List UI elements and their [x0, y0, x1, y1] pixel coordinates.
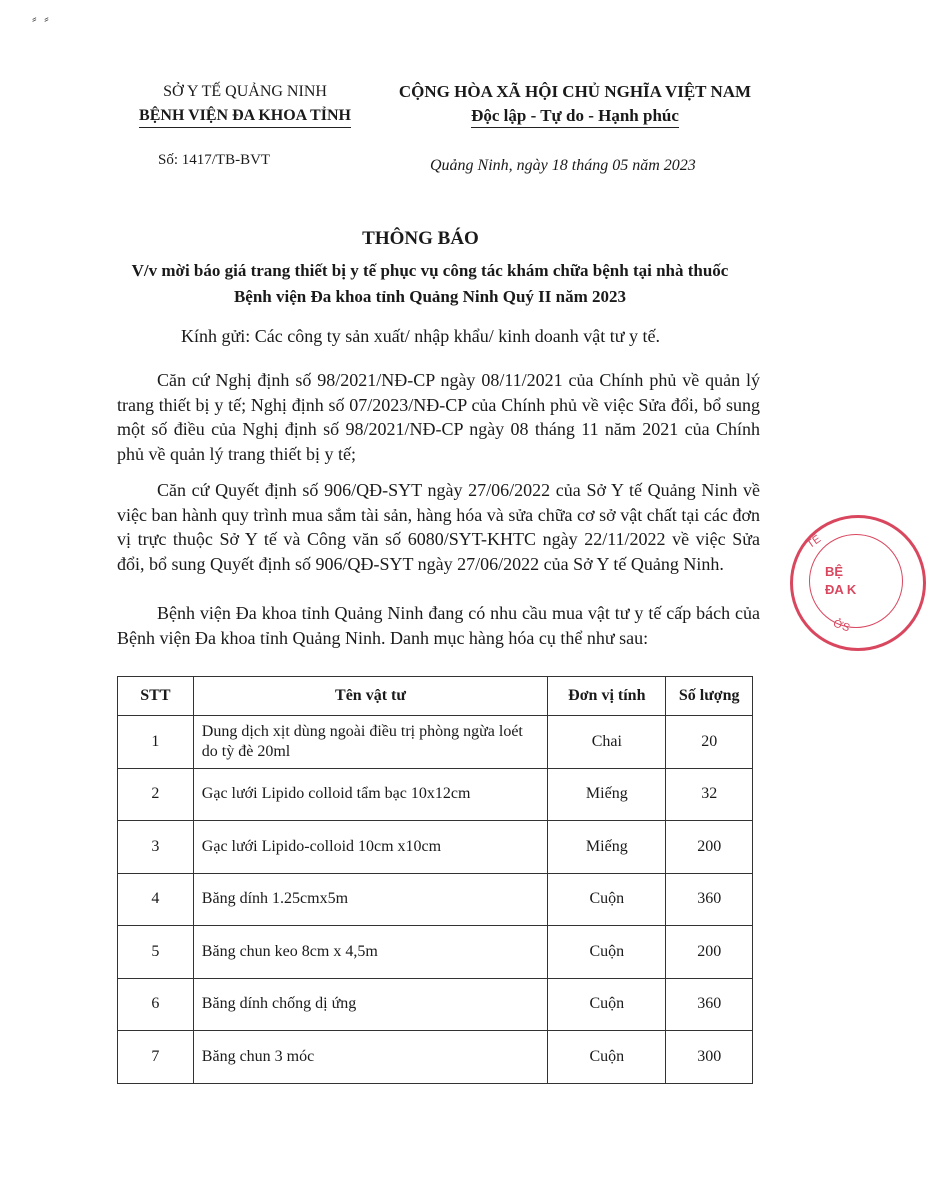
- table-row: [118, 716, 753, 769]
- stamp-text-bottom: ỞS: [831, 617, 852, 635]
- official-stamp: [790, 515, 926, 651]
- scan-mark: ⸗ ⸗: [32, 12, 51, 27]
- document-title: THÔNG BÁO: [362, 228, 479, 249]
- document-subject: V/v mời báo giá trang thiết bị y tế phục vụ công tác khám chữa bệnh tại nhà thuốc Bệnh viện Đa khoa tỉnh Quảng Ninh Quý II năm 2023: [131, 261, 729, 306]
- cell-stt: 1: [118, 716, 194, 769]
- cell-quantity: 200: [666, 821, 753, 874]
- paragraph-legal-basis-1: Căn cứ Nghị định số 98/2021/NĐ-CP ngày 08/11/2021 của Chính phủ về quản lý trang thiết bị y tế; Nghị định số 07/2023/NĐ-CP của Chính phủ về việc Sửa đổi, bổ sung một số điều của Nghị định số 98/2021/NĐ-CP ngày 08 tháng 11 năm 2021 của Chính phủ về quản lý trang thiết bị y tế;: [117, 370, 760, 464]
- national-header: [355, 80, 795, 128]
- paragraph-request: Bệnh viện Đa khoa tỉnh Quảng Ninh đang có nhu cầu mua vật tư y tế cấp bách của Bệnh viện Đa khoa tỉnh Quảng Ninh. Danh mục hàng hóa cụ thể như sau:: [117, 603, 760, 648]
- cell-item-name: Băng chun keo 8cm x 4,5m: [193, 926, 547, 979]
- cell-stt: 5: [118, 926, 194, 979]
- cell-unit: Cuộn: [548, 926, 666, 979]
- document-date: Quảng Ninh, ngày 18 tháng 05 năm 2023: [430, 157, 696, 174]
- national-motto: Độc lập - Tự do - Hạnh phúc: [471, 105, 679, 128]
- table-row: [118, 768, 753, 821]
- national-title: CỘNG HÒA XÃ HỘI CHỦ NGHĨA VIỆT NAM: [398, 82, 752, 101]
- stamp-text-line1: BỆ: [825, 564, 844, 579]
- issuer-header: [95, 80, 395, 128]
- cell-quantity: 360: [666, 873, 753, 926]
- cell-item-name: Dung dịch xịt dùng ngoài điều trị phòng ngừa loét do tỳ đè 20ml: [193, 716, 547, 769]
- cell-item-name: Gạc lưới Lipido-colloid 10cm x10cm: [193, 821, 547, 874]
- header-quantity: Số lượng: [666, 677, 753, 716]
- cell-stt: 3: [118, 821, 194, 874]
- cell-quantity: 20: [666, 716, 753, 769]
- cell-stt: 2: [118, 768, 194, 821]
- cell-stt: 4: [118, 873, 194, 926]
- recipient-line: Kính gửi: Các công ty sản xuất/ nhập khẩu/ kinh doanh vật tư y tế.: [181, 326, 660, 346]
- cell-item-name: Băng dính 1.25cmx5m: [193, 873, 547, 926]
- header-unit: Đơn vị tính: [548, 677, 666, 716]
- cell-unit: Chai: [548, 716, 666, 769]
- supplies-table: [117, 676, 753, 1084]
- cell-stt: 6: [118, 978, 194, 1031]
- cell-stt: 7: [118, 1031, 194, 1084]
- cell-unit: Cuộn: [548, 1031, 666, 1084]
- header-item-name: Tên vật tư: [193, 677, 547, 716]
- table-row: [118, 821, 753, 874]
- table-row: [118, 873, 753, 926]
- stamp-text-top: TẾ: [804, 533, 824, 551]
- stamp-text-line2: ĐA K: [825, 582, 857, 597]
- cell-quantity: 360: [666, 978, 753, 1031]
- cell-quantity: 32: [666, 768, 753, 821]
- document-number: Số: 1417/TB-BVT: [158, 152, 271, 168]
- header-stt: STT: [118, 677, 194, 716]
- stamp-inner-ring: [809, 534, 903, 628]
- issuer-department: SỞ Y TẾ QUẢNG NINH: [163, 83, 327, 100]
- paragraph-legal-basis-2: Căn cứ Quyết định số 906/QĐ-SYT ngày 27/06/2022 của Sở Y tế Quảng Ninh về việc ban hành quy trình mua sắm tài sản, hàng hóa và sửa chữa cơ sở vật chất tại các đơn vị trực thuộc Sở Y tế và Công văn số 6080/SYT-KHTC ngày 22/11/2022 về việc Sửa đổi, bổ sung Quyết định số 906/QĐ-SYT ngày 27/06/2022 của Sở Y tế Quảng Ninh.: [117, 480, 760, 574]
- table-row: [118, 978, 753, 1031]
- cell-item-name: Gạc lưới Lipido colloid tẩm bạc 10x12cm: [193, 768, 547, 821]
- cell-quantity: 300: [666, 1031, 753, 1084]
- table-row: [118, 926, 753, 979]
- cell-item-name: Băng chun 3 móc: [193, 1031, 547, 1084]
- cell-unit: Miếng: [548, 768, 666, 821]
- table-row: [118, 1031, 753, 1084]
- cell-unit: Cuộn: [548, 978, 666, 1031]
- cell-quantity: 200: [666, 926, 753, 979]
- issuer-hospital: BỆNH VIỆN ĐA KHOA TỈNH: [139, 105, 351, 128]
- cell-unit: Miếng: [548, 821, 666, 874]
- cell-unit: Cuộn: [548, 873, 666, 926]
- cell-item-name: Băng dính chống dị ứng: [193, 978, 547, 1031]
- table-header-row: [118, 677, 753, 716]
